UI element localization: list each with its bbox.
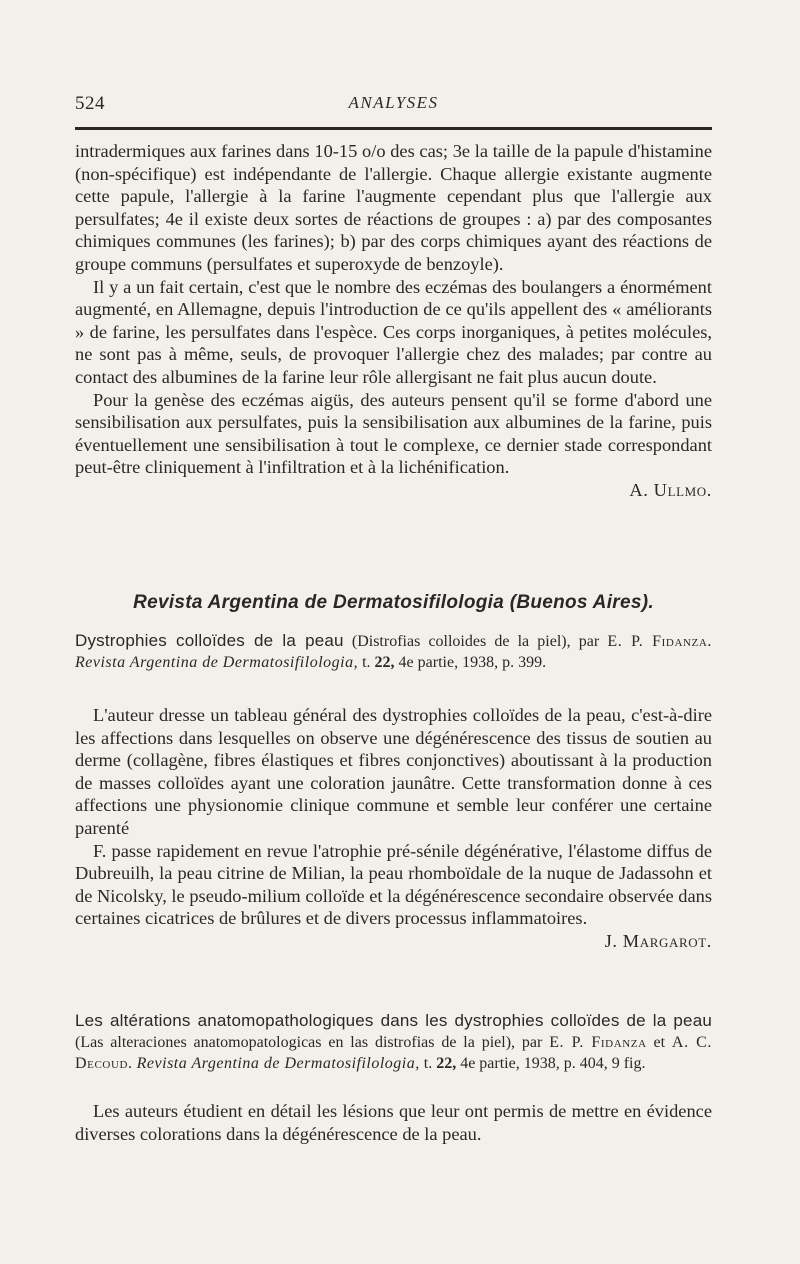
previous-review-continuation [75,140,712,502]
article-title: Dystrophies colloïdes de la peau [75,631,344,650]
article-entry [75,1010,712,1074]
author: E. P. Fidanza. [607,633,713,650]
author: A. C. Decoud. [75,1034,713,1072]
paragraph: F. passe rapidement en revue l'atrophie pré-sénile dégénérative, l'élastome diffus de Dubreuilh, la peau citrine de Milian, la peau rhomboïdale de la nuque de Jadassohn et de Nicolsky, le pseudo-milium colloïde et la dégénérescence secondaire observée dans certaines cicatrices de brûlures et de divers processus inflammatoires. [75,840,712,929]
original-title: (Distrofias colloides de la piel), par [351,633,600,650]
reviewer-signature: A. Ullmo. [629,479,712,500]
paragraph: intradermiques aux farines dans 10-15 o/o des cas; 3e la taille de la papule d'histamine (non-spécifique) est indépendante de l'allergie. Chaque allergie existante augmente cette papule, l'allergie à la farine l'augmente cependant plus que l'allergie aux persulfates; 4e il existe deux sortes de réactions de groupes : a) par des composantes chimiques communes (les farines); b) par des corps chimiques ayant des réactions de groupe communs (persulfates et superoxyde de benzoyle). [75,141,712,274]
author: E. P. Fidanza [549,1034,647,1051]
journal-name: Revista Argentina de Dermatosifilologia, [136,1055,420,1072]
article-citation: Dystrophies colloïdes de la peau (Distrofias colloides de la piel), par E. P. Fidanza. Revista Argentina de Dermatosifilologia, t. 22, 4e partie, 1938, p. 399. [75,631,713,671]
article-citation: Les altérations anatomopathologiques dans les dystrophies colloïdes de la peau (Las alteraciones anatomopatologicas en las distrofias de la piel), par E. P. Fidanza et A. C. Decoud. Revista Argentina de Dermatosifilologia, t. 22, 4e partie, 1938, p. 404, 9 fig. [75,1011,713,1072]
header-rule [75,127,712,130]
paragraph: Les auteurs étudient en détail les lésions que leur ont permis de mettre en évidence diverses colorations dans la dégénérescence de la peau. [75,1101,712,1144]
paragraph: Pour la genèse des eczémas aigüs, des auteurs pensent qu'il se forme d'abord une sensibilisation aux persulfates, puis la sensibilisation aux albumines de la farine, puis éventuellement une sensibilisation à tout le complexe, ce dernier stade correspondant peut-être cliniquement à l'infiltration et à la lichénification. [75,389,712,478]
article-entry [75,630,712,673]
paragraph: L'auteur dresse un tableau général des dystrophies colloïdes de la peau, c'est-à-dire les affections dans lesquelles on observe une dégénérescence des tissus de soutien au derme (collagène, fibres élastiques et fibres conjonctives) aboutissant à la production de masses colloïdes ayant une coloration jaunâtre. Cette transformation donne à ces affections une physionomie clinique commune et semble leur conférer une certaine parenté [75,705,712,838]
reviewer-signature: J. Margarot. [604,930,712,951]
journal-name: Revista Argentina de Dermatosifilologia, [75,654,359,671]
citation-details: 4e partie, 1938, p. 399. [398,654,547,671]
paragraph: Il y a un fait certain, c'est que le nombre des eczémas des boulangers a énormément augmenté, en Allemagne, depuis l'introduction de ce qu'ils appellent des « améliorants » de farine, les persulfates dans l'espèce. Ces corps inorganiques, à petites molécules, ne sont pas à même, seuls, de provoquer l'allergie chez des malades; par contre au contact des albumines de la farine leur rôle allergisant ne fait plus aucun doute. [75,276,712,387]
volume: 22, [436,1055,457,1072]
article-summary [75,704,712,953]
article-summary [75,1100,712,1145]
article-title: Les altérations anatomopathologiques dans les dystrophies colloïdes de la peau [75,1011,712,1030]
page-number: 524 [75,93,105,114]
volume: 22, [374,654,395,671]
journal-section-heading: Revista Argentina de Dermatosifilologia (Buenos Aires). [133,592,654,613]
original-title: (Las alteraciones anatomopatologicas en las distrofias de la piel), [75,1034,516,1051]
page-header [75,93,712,115]
running-title: ANALYSES [348,93,439,112]
citation-details: 4e partie, 1938, p. 404, 9 fig. [460,1055,646,1072]
